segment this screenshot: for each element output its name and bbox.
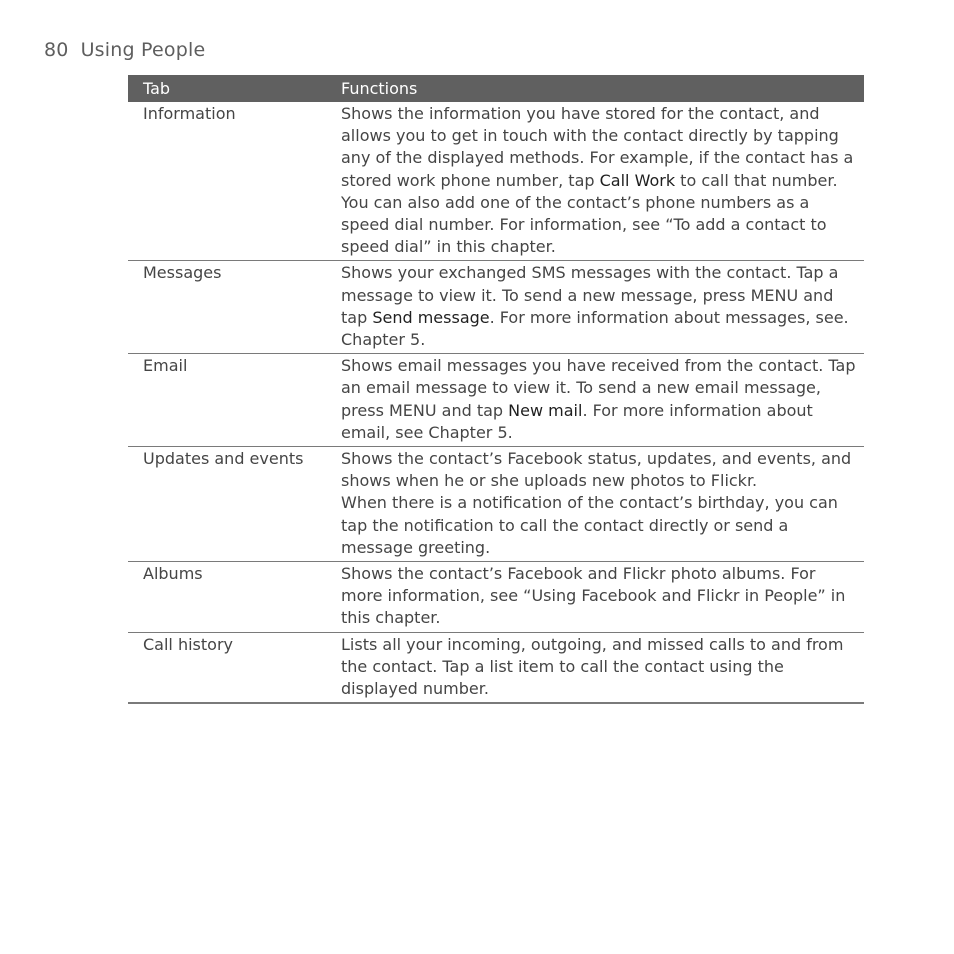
function-paragraph (341, 355, 860, 444)
table-row (128, 562, 864, 633)
functions-cell (326, 447, 864, 562)
function-text: Shows the information you have stored for the contact, and allows you to get in touch with the contact directly by tapping any of the displayed methods. For example, if the contact has a stored work phone number, tap (341, 104, 854, 190)
functions-cell (326, 354, 864, 447)
tab-name-cell: Email (128, 354, 326, 447)
table-header (128, 75, 864, 102)
functions-cell (326, 261, 864, 354)
tab-name-cell: Updates and events (128, 447, 326, 562)
function-text: Shows the contact’s Facebook status, updates, and events, and shows when he or she uploads new photos to Flickr. (341, 449, 852, 491)
table-body (128, 102, 864, 703)
ui-term-label: New mail (508, 400, 583, 420)
tab-name-cell: Messages (128, 261, 326, 354)
people-tabs-table (128, 75, 864, 704)
function-paragraph (341, 492, 860, 559)
section-title: Using People (80, 39, 206, 61)
functions-cell (326, 562, 864, 633)
column-header-tab: Tab (128, 75, 326, 102)
tab-name-cell: Call history (128, 632, 326, 703)
tab-name-cell: Albums (128, 562, 326, 633)
function-text: . For more information about messages, see. Chapter 5. (341, 307, 849, 350)
function-paragraph (341, 103, 860, 192)
column-header-functions: Functions (326, 75, 864, 102)
table-row (128, 261, 864, 354)
function-text: When there is a notification of the contact’s birthday, you can tap the notification to call the contact directly or send a message greeting. (341, 493, 838, 557)
function-paragraph (341, 262, 860, 351)
table-row (128, 447, 864, 562)
function-text: Lists all your incoming, outgoing, and missed calls to and from the contact. Tap a list item to call the contact using the displayed number. (341, 634, 844, 699)
function-text: Shows the contact’s Facebook and Flickr photo albums. For more information, see “Using Facebook and Flickr in People” in this chapter. (341, 564, 846, 628)
function-text: You can also add one of the contact’s phone numbers as a speed dial number. For information, see “To add a contact to speed dial” in this chapter. (341, 192, 827, 257)
function-paragraph (341, 634, 860, 701)
table-row (128, 354, 864, 447)
page-header (44, 39, 205, 61)
function-paragraph (341, 448, 860, 492)
functions-cell (326, 102, 864, 261)
function-text: Shows your exchanged SMS messages with the contact. Tap a message to view it. To send a new message, press MENU and tap (341, 263, 839, 327)
ui-term-label: Send message (372, 307, 490, 327)
table-row (128, 632, 864, 703)
page-number: 80 (44, 39, 69, 61)
function-text: Shows email messages you have received from the contact. Tap an email message to view it. To send a new email message, press MENU and tap (341, 356, 856, 420)
table-row (128, 102, 864, 261)
function-text: to call that number. (675, 170, 838, 190)
function-text: . For more information about email, see Chapter 5. (341, 400, 813, 442)
tab-name-cell: Information (128, 102, 326, 261)
function-paragraph (341, 192, 860, 259)
ui-term-label: Call Work (599, 170, 676, 190)
function-paragraph (341, 563, 860, 630)
functions-cell (326, 632, 864, 703)
table-header-row (128, 75, 864, 102)
